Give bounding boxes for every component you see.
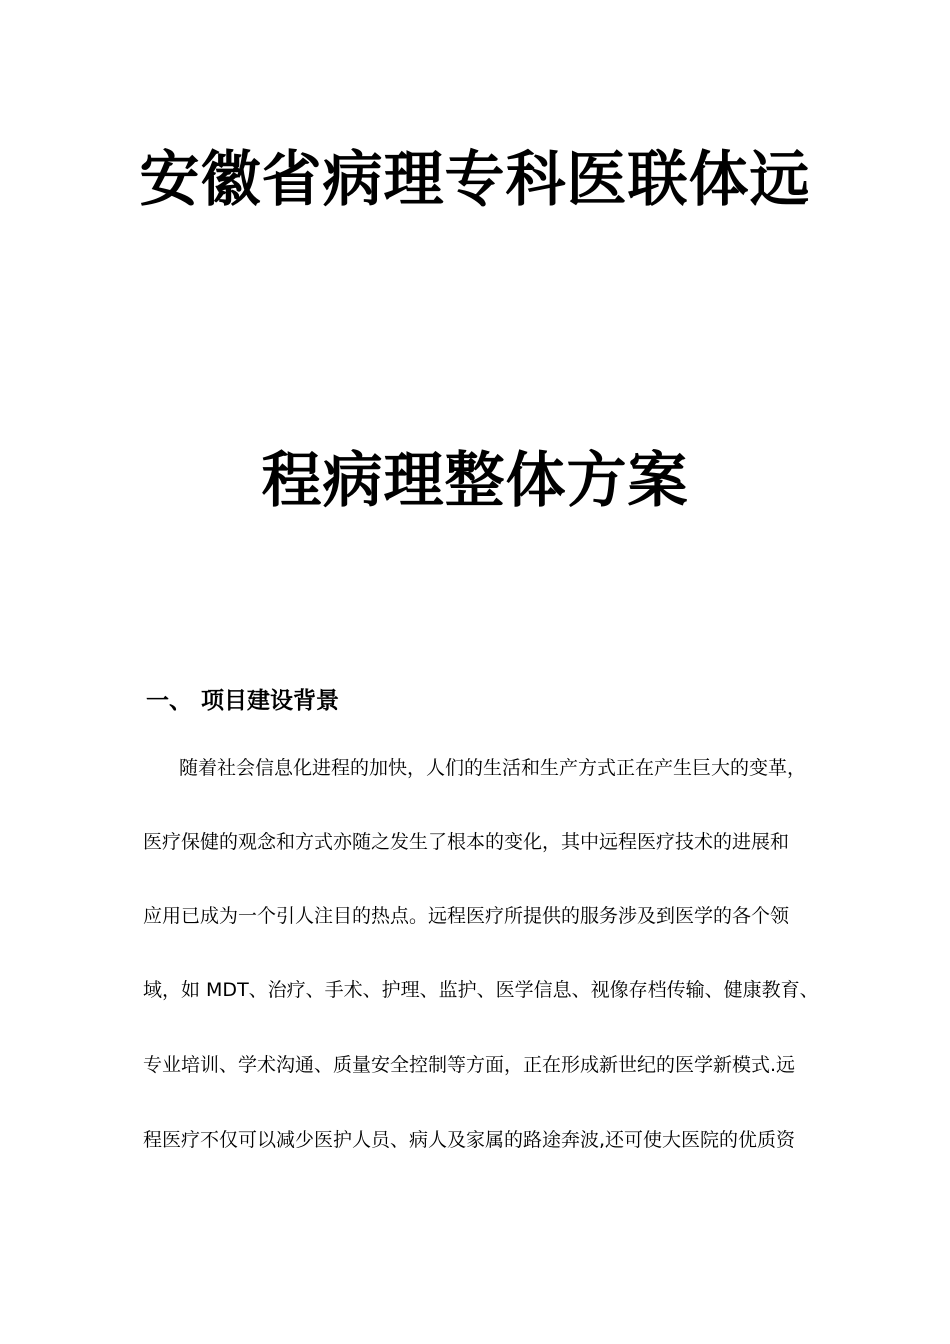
document-title-line-2: 程病理整体方案: [261, 446, 689, 516]
paragraph-line: 随着社会信息化进程的加快，人们的生活和生产方式正在产生巨大的变革，: [179, 757, 807, 779]
paragraph-line: 程医疗不仅可以减少医护人员、病人及家属的路途奔波,还可使大医院的优质资: [143, 1129, 796, 1151]
section-number: 一、: [146, 688, 192, 714]
paragraph-line: 专业培训、学术沟通、质量安全控制等方面，正在形成新世纪的医学新模式.远: [143, 1054, 796, 1076]
section-heading: [146, 684, 339, 718]
paragraph-line: 应用已成为一个引人注目的热点。远程医疗所提供的服务涉及到医学的各个领: [143, 905, 790, 927]
section-title: 项目建设背景: [201, 688, 339, 714]
paragraph-line: 医疗保健的观念和方式亦随之发生了根本的变化，其中远程医疗技术的进展和: [143, 831, 790, 853]
document-title-line-1: 安徽省病理专科医联体远: [139, 145, 811, 215]
paragraph-line: 域，如 MDT、治疗、手术、护理、监护、医学信息、视像存档传输、健康教育、: [143, 979, 819, 1001]
